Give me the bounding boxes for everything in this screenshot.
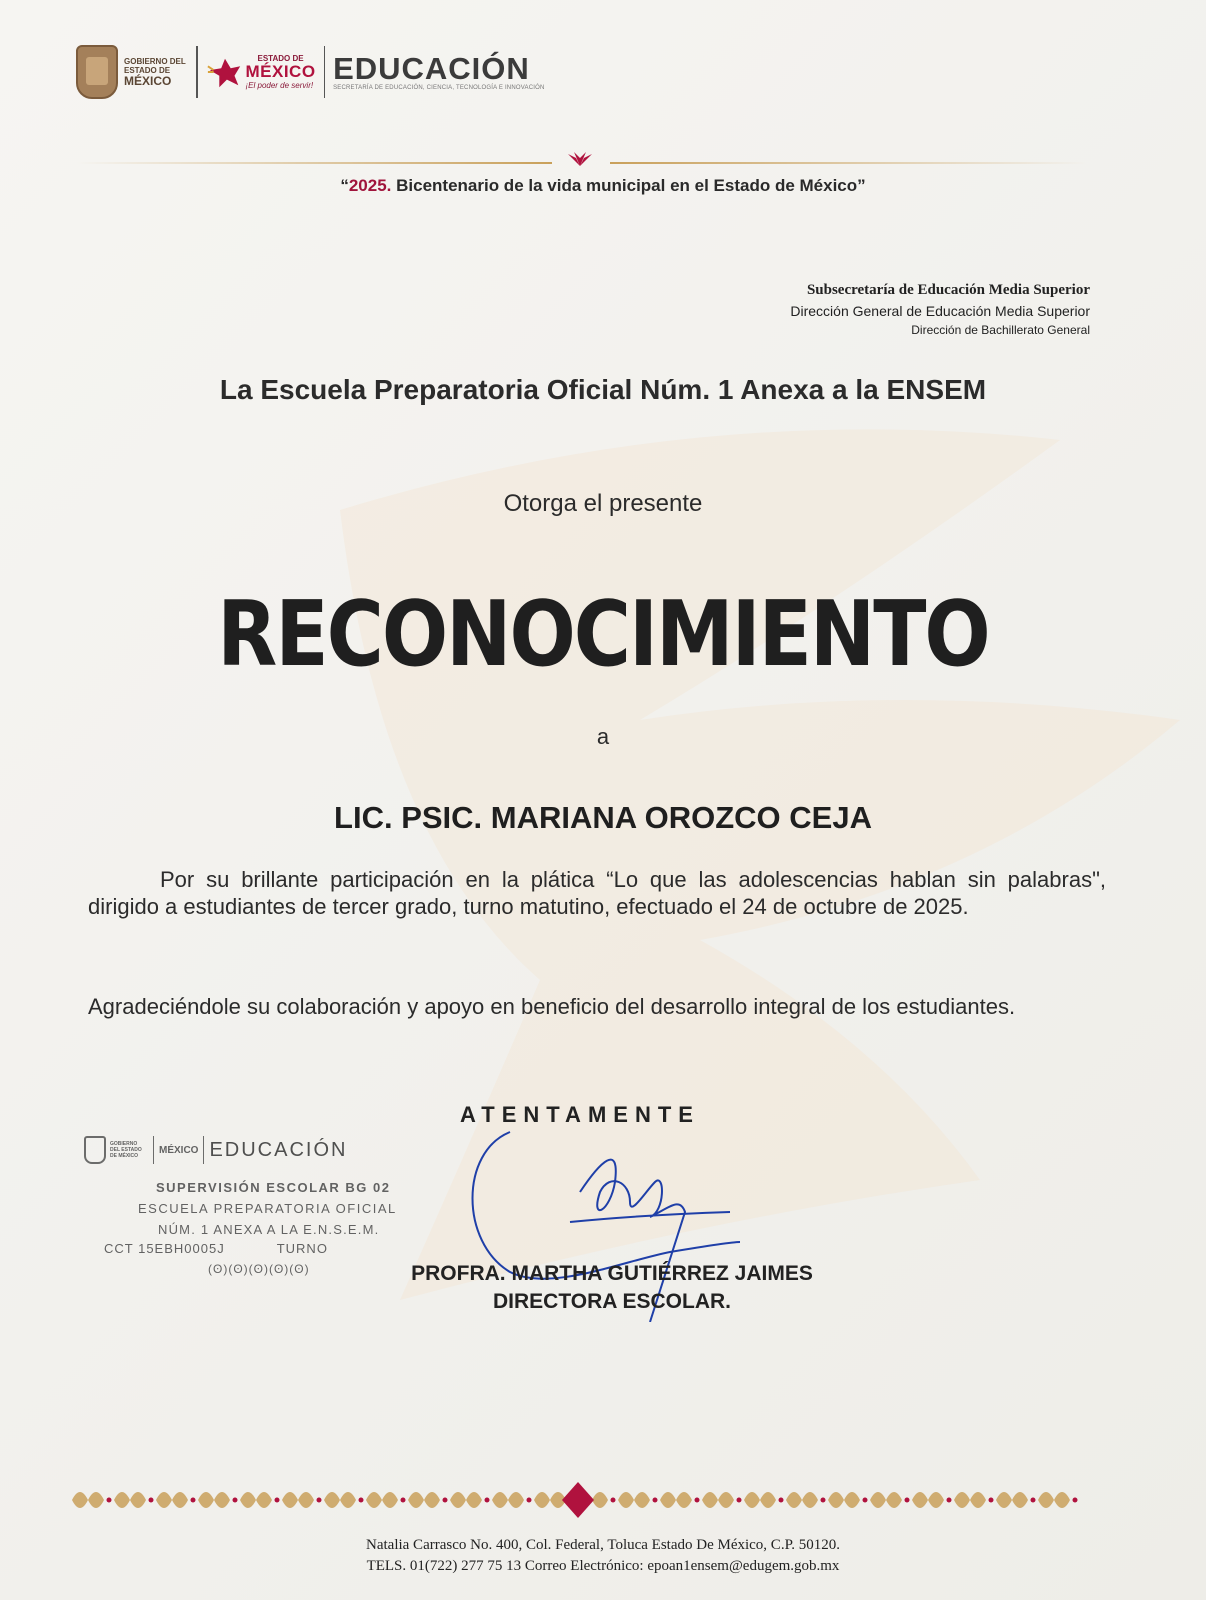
edomex-small-label: ESTADO DE (257, 54, 304, 63)
stamp-ornament: (ʘ)(ʘ)(ʘ)(ʘ)(ʘ) (208, 1262, 310, 1276)
otorga-text: Otorga el presente (503, 490, 703, 517)
band-motif (408, 1492, 448, 1508)
band-motif (618, 1492, 658, 1508)
recipient-name: LIC. PSIC. MARIANA OROZCO CEJA (334, 800, 872, 835)
signer-role: DIRECTORA ESCOLAR. (492, 1290, 731, 1313)
band-motif (198, 1492, 238, 1508)
gobierno-label: GOBIERNO DEL ESTADO DE MÉXICO (124, 56, 186, 88)
band-motif (156, 1492, 196, 1508)
school-name: La Escuela Preparatoria Oficial Núm. 1 Anexa a la ENSEM (219, 374, 987, 405)
atentamente-label: ATENTAMENTE (460, 1102, 700, 1127)
edomex-logo (206, 53, 316, 91)
band-motif (240, 1492, 280, 1508)
sub-office-block (790, 282, 1090, 337)
edomex-big-label: MÉXICO (245, 62, 316, 81)
edomex-flower-icon (206, 53, 244, 91)
band-motif (786, 1492, 826, 1508)
subsecretaria-label: Subsecretaría de Educación Media Superior (806, 282, 1090, 298)
band-motif (954, 1492, 994, 1508)
band-motif (1038, 1492, 1078, 1508)
stamp-cct: CCT 15EBH0005J (104, 1241, 225, 1256)
gold-divider-right (610, 162, 1086, 164)
educacion-subtitle: SECRETARÍA DE EDUCACIÓN, CIENCIA, TECNOLOGÍA E INNOVACIÓN (333, 85, 545, 91)
band-motif (870, 1492, 910, 1508)
footer-address: Natalia Carrasco No. 400, Col. Federal, Toluca Estado De México, C.P. 50120. (366, 1537, 840, 1553)
direccion-bachillerato-label: Dirección de Bachillerato General (911, 323, 1090, 337)
signer-block (362, 1260, 862, 1316)
band-motif (282, 1492, 322, 1508)
connector-a: a (596, 724, 610, 749)
band-motif (72, 1492, 112, 1508)
state-crest-icon (76, 45, 118, 99)
band-motif (114, 1492, 154, 1508)
stamp-gob-label: GOBIERNO DEL ESTADO DE MÉXICO (110, 1141, 142, 1159)
gold-divider-left (76, 162, 552, 164)
stamp-edu-label: EDUCACIÓN (209, 1138, 348, 1161)
educacion-title: EDUCACIÓN (333, 51, 530, 86)
band-motif (450, 1492, 490, 1508)
band-center-flower (562, 1482, 594, 1518)
logo-divider (196, 46, 198, 98)
certificate-body: Por su brillante participación en la plática “Lo que las adolescencias hablan sin palabras", dirigido a estudiantes de tercer grado, turno matutino, efectuado el 24 de octubre de 2025. (88, 867, 1106, 919)
logo-divider-2 (324, 46, 326, 98)
certificate-title: RECONOCIMIENTO (217, 583, 989, 687)
band-motif (492, 1492, 532, 1508)
decorative-border-band (66, 1480, 1090, 1520)
educacion-logo (333, 53, 623, 91)
footer-contact (0, 1535, 1206, 1577)
year-motto: “2025. Bicentenario de la vida municipal en el Estado de México” (340, 176, 866, 195)
band-motif (744, 1492, 784, 1508)
band-motif (996, 1492, 1036, 1508)
stamp-mex-label: MÉXICO (159, 1144, 199, 1156)
band-motif (366, 1492, 406, 1508)
edomex-slogan: ¡El poder de servir! (245, 81, 314, 90)
leaf-ornament-icon (566, 150, 594, 168)
stamp-supervision: SUPERVISIÓN ESCOLAR BG 02 (156, 1180, 391, 1195)
band-motif (828, 1492, 868, 1508)
stamp-escuela: ESCUELA PREPARATORIA OFICIAL (138, 1201, 397, 1216)
stamp-num: NÚM. 1 ANEXA A LA E.N.S.E.M. (158, 1222, 380, 1237)
band-motif (702, 1492, 742, 1508)
band-motif (324, 1492, 364, 1508)
direccion-general-label: Dirección General de Educación Media Superior (790, 303, 1090, 319)
signer-name: PROFRA. MARTHA GUTIÉRREZ JAIMES (411, 1262, 813, 1285)
footer-phone-email: TELS. 01(722) 277 75 13 Correo Electrónico: epoan1ensem@edugem.gob.mx (366, 1558, 840, 1574)
stamp-crest-icon (84, 1136, 106, 1164)
band-motif (660, 1492, 700, 1508)
thanks-text: Agradeciéndole su colaboración y apoyo en beneficio del desarrollo integral de los estudiantes. (88, 994, 1016, 1019)
band-motif (912, 1492, 952, 1508)
header-logos (76, 42, 623, 102)
stamp-turno: TURNO (276, 1241, 328, 1256)
